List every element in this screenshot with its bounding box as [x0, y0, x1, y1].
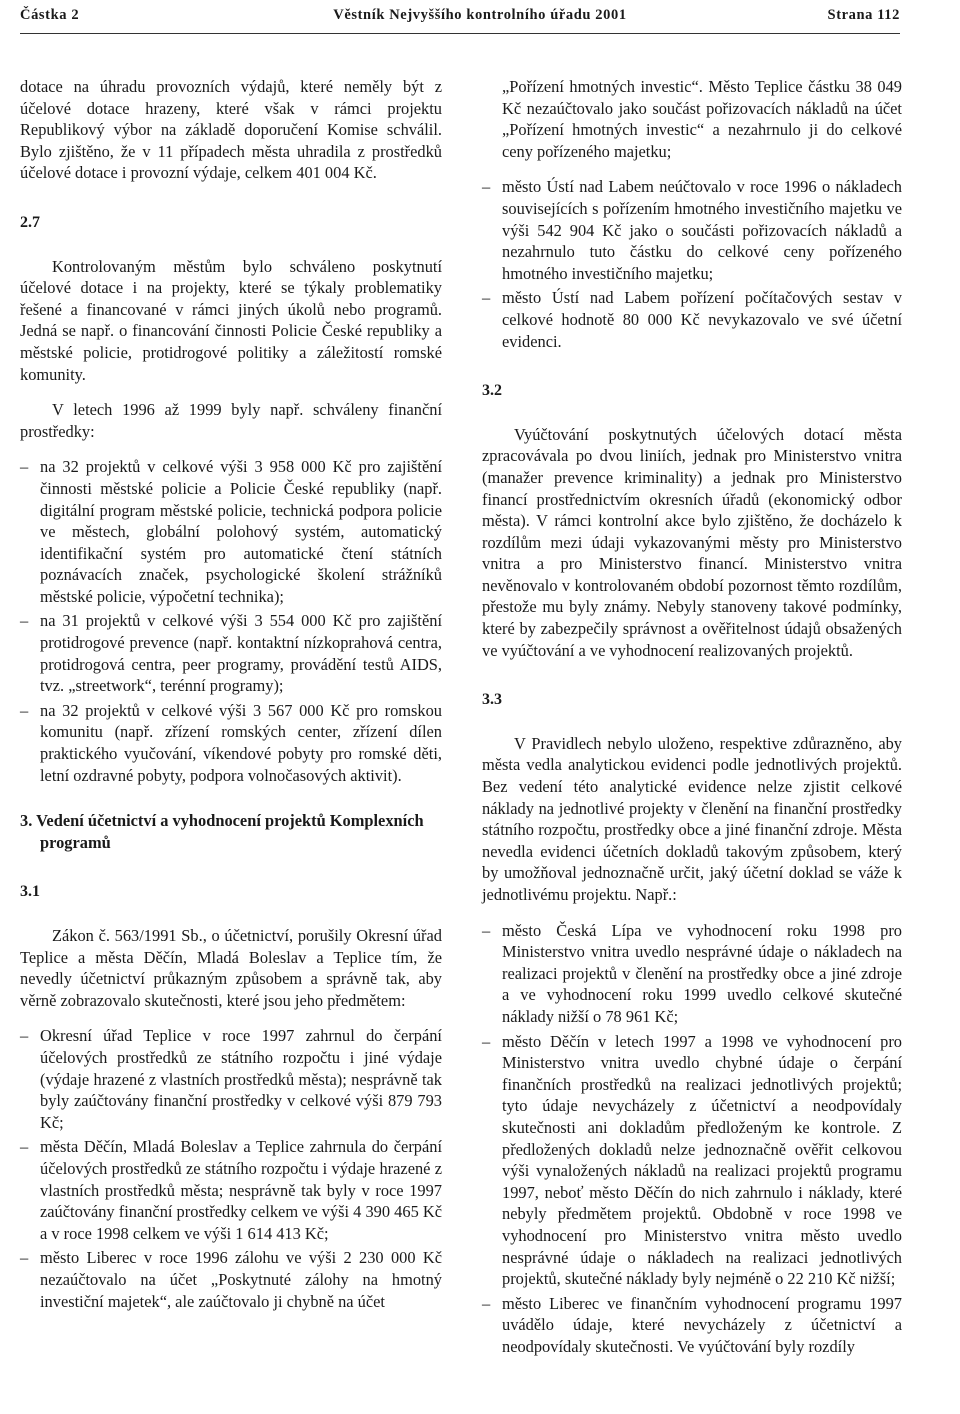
list-item: – město Děčín v letech 1997 a 1998 ve vyhodnocení pro Ministerstvo vnitra uvedlo chybné údaje o čerpání finančních prostředků na realizaci jednotlivých projektů; tyto údaje nevycházely z účetnictví a neodpovídaly skutečnosti ani dokladům předloženým ke kontrole. Z předložených dokladů nelze jednoznačně ověřit celkovou výši vynaložených nákladů na realizaci projektů programu 1997, neboť město Děčín do nich zahrnulo i náklady, které nebyly předmětem projektů. Obdobně v roce 1998 ve vyhodnocení pro Ministerstvo vnitra město uvedlo nesprávné údaje o nákladech na realizaci jednotlivých projektů, skutečné náklady byly nejméně o 22 210 Kč nižší; [482, 1031, 902, 1290]
paragraph: Vyúčtování poskytnutých účelových dotací města zpracovávala po dvou liniích, jednak pro Ministerstvo vnitra (manažer prevence kriminality) a jednak pro Ministerstvo financí prostřednictvím okresních úřadů (ekonomický odbor města). V rámci kontrolní akce bylo zjištěno, že docházelo k rozdílům mezi údaji vykazovanými městy pro Ministerstvo vnitra a pro Ministerstvo financí. Ministerstvo vnitra nevěnovalo v kontrolovaném období pozornost těmto rozdílům, přestože mu byly známy. Nebyly stanoveny takové podmínky, které by zabezpečily správnost a ověřitelnost údajů obsažených ve vyúčtování a ve vyhodnocení realizovaných projektů. [482, 424, 902, 660]
list-item: – na 32 projektů v celkové výši 3 567 000 Kč pro romskou komunitu (např. zřízení romských center, zřízení dílen praktického vyučování, víkendové pobyty pro romské děti, letní ozdravné pobyty, podpora volnočasových aktivit). [20, 700, 442, 786]
section-number: 2.7 [20, 213, 40, 231]
left-column [20, 76, 442, 1315]
page-header [0, 0, 960, 34]
journal-title: Věstník Nejvyššího kontrolního úřadu 2001 [333, 7, 627, 23]
paragraph: Kontrolovaným městům bylo schváleno poskytnutí účelové dotace i na projekty, které se týkaly problematiky řešené a financované v rámci jiných úkolů nebo programů. Jedná se např. o financování činnosti Policie České republiky a městské policie, protidrogové politiky a záležitostí romské komunity. [20, 256, 442, 384]
issue-number: Částka 2 [20, 7, 80, 23]
paragraph: V letech 1996 až 1999 byly např. schváleny finanční prostředky: [20, 400, 442, 441]
list-item: – města Děčín, Mladá Boleslav a Teplice zahrnula do čerpání účelových prostředků ze státního rozpočtu i výdaje hrazené z vlastních prostředků města; nesprávně tak byly v roce 1997 zaúčtovány finanční prostředky celkem ve výši 4 390 465 Kč a v roce 1998 celkem ve výši 1 614 413 Kč; [20, 1136, 442, 1244]
section-number: 3.1 [20, 883, 40, 901]
list-item: – Okresní úřad Teplice v roce 1997 zahrnul do čerpání účelových prostředků ze státního rozpočtu i jiné výdaje (výdaje hrazené z vlastních prostředků města); nesprávně tak byly zaúčtovány finanční prostředky v celkové výši 879 793 Kč; [20, 1025, 442, 1133]
list-item: – město Ústí nad Labem pořízení počítačových sestav v celkové hodnotě 80 000 Kč nevykazovalo ve své účetní evidenci. [482, 287, 902, 352]
section-number: 3.3 [482, 691, 502, 709]
header-rule [20, 33, 900, 34]
paragraph: Zákon č. 563/1991 Sb., o účetnictví, porušily Okresní úřad Teplice a města Děčín, Mladá Boleslav a Teplice tím, že nevedly účetnictví průkazným způsobem a správně tak, aby věrně zobrazovalo skutečnosti, které jsou jeho předmětem: [20, 926, 442, 1010]
list-item: – město Česká Lípa ve vyhodnocení roku 1998 pro Ministerstvo vnitra uvedlo nesprávné údaje o nákladech na realizaci projektů v členění na prostředky obce a jiné zdroje a ve vyhodnocení roku 1999 uvedlo celkové skutečné náklady nižší o 78 961 Kč; [482, 920, 902, 1028]
chapter-heading: 3. Vedení účetnictví a vyhodnocení projektů Komplexních programů [20, 811, 424, 852]
paragraph: V Pravidlech nebylo uloženo, respektive zdůrazněno, aby města vedla analytickou evidenci podle jednotlivých projektů. Bez vedení této analytické evidence nelze zjistit celkové náklady na jednotlivé projekty v členění na finanční prostředky státního rozpočtu, prostředky obce a jiné finanční zdroje. Města nevedla evidenci účetních dokladů takovým způsobem, který by umožňoval jednoznačně určit, jaký účetní doklad se váže k jednotlivému projektu. Např.: [482, 733, 902, 904]
list-item: – město Liberec v roce 1996 zálohu ve výši 2 230 000 Kč nezaúčtovalo na účet „Poskytnuté zálohy na hmotný investiční majetek“, ale zaúčtovalo ji chybně na účet [20, 1247, 442, 1312]
list-item: – na 32 projektů v celkové výši 3 958 000 Kč pro zajištění činnosti městské policie a Policie České republiky (např. digitální program městské policie, technická podpora policie ve městech, globální polohový systém, automatický identifikační systém pro automatické čtení státních poznávacích značek, psychologické školení strážníků městské policie, výpočetní technika); [20, 456, 442, 607]
right-column [482, 76, 902, 1360]
paragraph: dotace na úhradu provozních výdajů, které neměly být z účelové dotace hrazeny, které však v rámci projektu Republikový výbor na základě doporučení Komise schválil. Bylo zjištěno, že v 11 případech města uhradila z prostředků účelové dotace i provozní výdaje, celkem 401 004 Kč. [20, 77, 442, 183]
paragraph-continued: „Pořízení hmotných investic“. Město Teplice částku 38 049 Kč nezaúčtovalo jako součást pořizovacích nákladů na účet „Pořízení hmotných investic“ a nezahrnulo ji do celkové ceny pořízeného majetku; [502, 77, 902, 161]
list-item: – na 31 projektů v celkové výši 3 554 000 Kč pro zajištění protidrogové prevence (např. kontaktní nízkoprahová centra, protidrogová centra, peer programy, provádění testů AIDS, tvz. „streetwork“, terénní programy); [20, 610, 442, 696]
list-item: – město Ústí nad Labem neúčtovalo v roce 1996 o nákladech souvisejících s pořízením hmotného investičního majetku ve výši 542 904 Kč jako o součásti pořizovacích nákladů a nezahrnulo tuto částku do celkové ceny pořízeného hmotného investičního majetku; [482, 176, 902, 284]
section-number: 3.2 [482, 382, 502, 400]
page-number: Strana 112 [827, 7, 900, 23]
list-item: – město Liberec ve finančním vyhodnocení programu 1997 uvádělo údaje, které nevycházely z účetnictví a neodpovídaly skutečnosti. Ve vyúčtování byly rozdíly [482, 1293, 902, 1358]
